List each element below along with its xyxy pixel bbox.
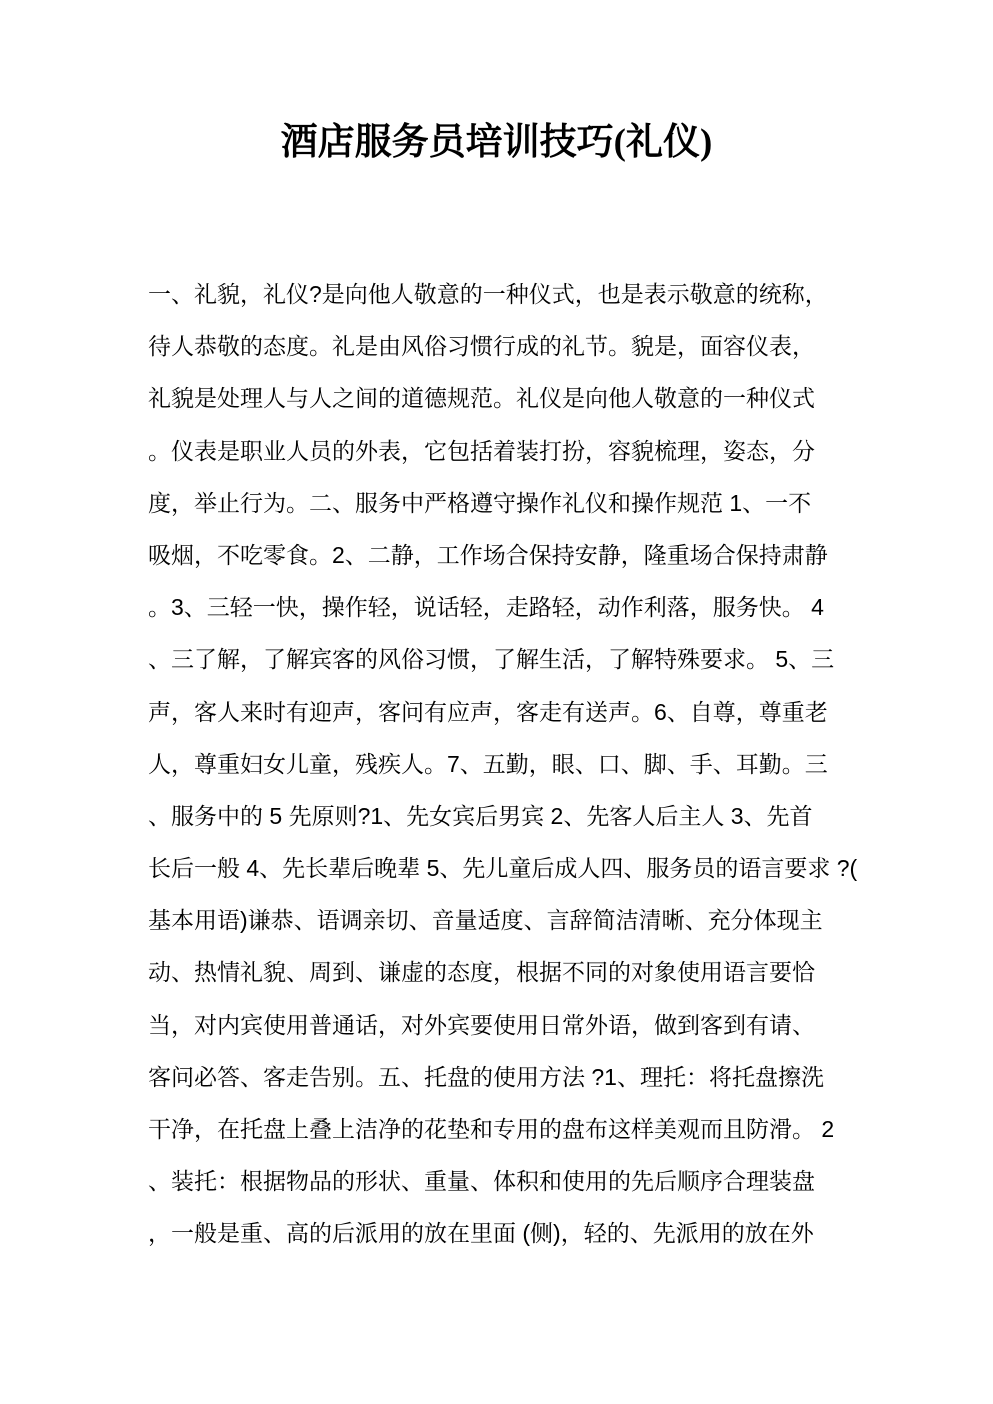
body-line: 客问必答、客走告别。五、托盘的使用方法 ?1、理托：将托盘擦洗 bbox=[148, 1063, 824, 1090]
document-body bbox=[148, 268, 858, 1260]
body-line: 声，客人来时有迎声，客问有应声，客走有送声。6、自尊，尊重老 bbox=[148, 698, 828, 725]
body-line: 当，对内宾使用普通话，对外宾要使用日常外语，做到客到有请、 bbox=[148, 1011, 815, 1038]
body-line: ，一般是重、高的后派用的放在里面 (侧)，轻的、先派用的放在外 bbox=[148, 1220, 814, 1247]
body-line: 动、热情礼貌、周到、谦虚的态度，根据不同的对象使用语言要恰 bbox=[148, 959, 815, 986]
body-line: 待人恭敬的态度。礼是由风俗习惯行成的礼节。貌是，面容仪表， bbox=[148, 333, 815, 360]
body-line: 。仪表是职业人员的外表，它包括着装打扮，容貌梳理，姿态，分 bbox=[148, 437, 815, 464]
document-title: 酒店服务员培训技巧(礼仪) bbox=[280, 122, 713, 163]
body-line: 吸烟，不吃零食。2、二静，工作场合保持安静，隆重场合保持肃静 bbox=[148, 541, 828, 568]
body-line: 。3、三轻一快，操作轻，说话轻，走路轻，动作利落，服务快。 4 bbox=[148, 594, 824, 621]
body-line: 人，尊重妇女儿童，残疾人。7、五勤，眼、口、脚、手、耳勤。三 bbox=[148, 750, 828, 777]
body-line: 、三了解，了解宾客的风俗习惯，了解生活，了解特殊要求。 5、三 bbox=[148, 646, 835, 673]
body-line: 度，举止行为。二、服务中严格遵守操作礼仪和操作规范 1、一不 bbox=[148, 489, 812, 516]
body-line: 礼貌是处理人与人之间的道德规范。礼仪是向他人敬意的一种仪式 bbox=[148, 385, 815, 412]
body-line: 、装托：根据物品的形状、重量、体积和使用的先后顺序合理装盘 bbox=[148, 1168, 815, 1195]
body-line: 长后一般 4、先长辈后晚辈 5、先儿童后成人四、服务员的语言要求 ?( bbox=[148, 855, 858, 882]
body-line: 基本用语)谦恭、语调亲切、音量适度、言辞简洁清晰、充分体现主 bbox=[148, 907, 823, 934]
body-line: 干净，在托盘上叠上洁净的花垫和专用的盘布这样美观而且防滑。 2 bbox=[148, 1116, 835, 1142]
body-line: 一、礼貌，礼仪?是向他人敬意的一种仪式，也是表示敬意的统称， bbox=[148, 281, 828, 307]
body-line: 、服务中的 5 先原则?1、先女宾后男宾 2、先客人后主人 3、先首 bbox=[148, 802, 813, 829]
